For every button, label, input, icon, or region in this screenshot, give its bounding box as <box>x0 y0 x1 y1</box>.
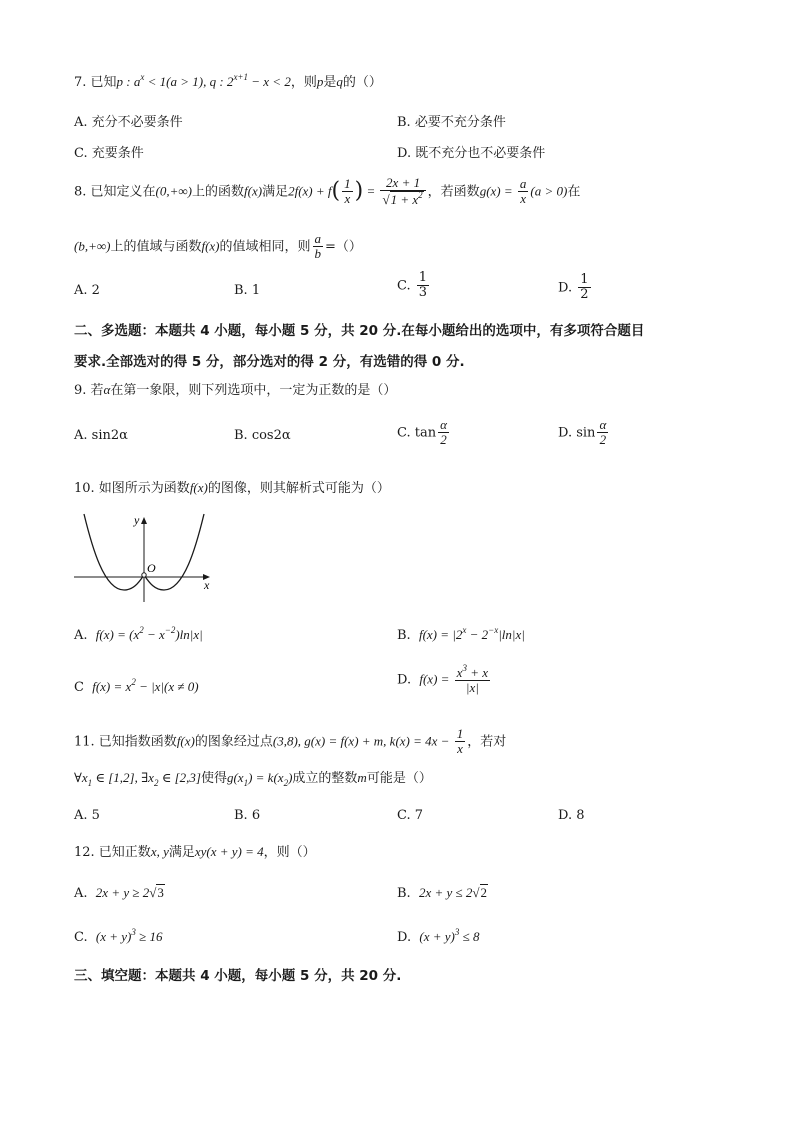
q12-option-a[interactable]: A. 2x + y ≥ 2√3 <box>74 885 164 901</box>
q8-option-c[interactable]: C. $\frac{1}{3}$ <box>397 270 428 301</box>
q10-function-graph <box>72 512 217 604</box>
q10-option-c[interactable]: C $f(x) = x^2 - |x|(x \ne 0)$ <box>74 677 199 695</box>
x-axis-label: x <box>204 578 210 592</box>
q11-stem-line2: $\forall x_1$ ∈ [1,2], $\exists x_2$ ∈ [2,3]使得$g(x_1) = k(x_2)$成立的整数m可能是（） <box>74 770 432 788</box>
q8-option-a[interactable]: A. 2 <box>74 283 100 298</box>
q9-option-d[interactable]: D. sin $\frac{\alpha}{2}$ <box>558 417 607 448</box>
y-axis-label: y <box>134 513 140 527</box>
q12-option-b[interactable]: B. 2x + y ≤ 2√2 <box>397 885 488 901</box>
q7-option-c[interactable]: C. 充要条件 <box>74 146 144 161</box>
q10-option-d[interactable]: D. f(x) = $\frac{x^3 + x}{|x|}$ <box>397 663 488 696</box>
section2-heading-line2: 要求.全部选对的得 5 分，部分选对的得 2 分，有选错的得 0 分. <box>74 354 465 370</box>
q8-stem-line1: 8. 已知定义在(0,+∞)上的函数f(x)满足2f(x) + f( $\frac{1}{x}$ ) = $\frac{2x + 1}{√1 + x^2}$ ，若函数g(x) = $\frac{a}{x}$ (a > 0)在 <box>74 175 581 208</box>
section3-heading: 三、填空题：本题共 4 小题，每小题 5 分，共 20 分. <box>74 968 402 984</box>
q9-stem: 9. 若α在第一象限，则下列选项中，一定为正数的是（） <box>74 382 397 398</box>
q11-option-b[interactable]: B. 6 <box>234 808 261 823</box>
q7-option-a[interactable]: A. 充分不必要条件 <box>74 115 183 130</box>
q7-stem: 7. 已知p : $a^x < 1(a > 1)$, q : $2^{x+1} - x < 2$，则p是q的（） <box>74 72 382 90</box>
q11-option-a[interactable]: A. 5 <box>74 808 100 823</box>
q7-option-b[interactable]: B. 必要不充分条件 <box>397 115 506 130</box>
q12-option-d[interactable]: D. $(x + y)^3 \le 8$ <box>397 927 480 945</box>
origin-label: O <box>147 561 156 575</box>
q8-rhs-fraction: $\frac{2x + 1}{√1 + x^2}$ <box>380 176 425 208</box>
q8-stem-line2: (b,+∞)上的值域与函数f(x)的值域相同，则 $\frac{a}{b}$ =（） <box>74 231 362 262</box>
hollow-point-origin <box>142 573 146 577</box>
q11-stem-line1: 11. 已知指数函数f(x)的图象经过点(3,8), g(x) = f(x) + m, k(x) = 4x − $\frac{1}{x}$ ，若对 <box>74 726 507 757</box>
q9-option-b[interactable]: B. cos2α <box>234 428 291 443</box>
q8-option-d[interactable]: D. $\frac{1}{2}$ <box>558 272 589 303</box>
y-axis-arrow-icon <box>141 517 147 524</box>
q9-option-a[interactable]: A. sin2α <box>74 428 128 443</box>
q8-option-b[interactable]: B. 1 <box>234 283 261 298</box>
q10-stem: 10. 如图所示为函数f(x)的图像，则其解析式可能为（） <box>74 480 390 496</box>
q10-option-b[interactable]: B. $f(x) = |2^x - 2^{-x}|\ln|x|$ <box>397 625 525 643</box>
q7-option-d[interactable]: D. 既不充分也不必要条件 <box>397 146 546 161</box>
q10-option-a[interactable]: A. $f(x) = (x^2 - x^{-2})\ln|x|$ <box>74 625 203 643</box>
q12-option-c[interactable]: C. $(x + y)^3 \ge 16$ <box>74 927 163 945</box>
section2-heading-line1: 二、多选题：本题共 4 小题，每小题 5 分，共 20 分.在每小题给出的选项中，有多项符合题目 <box>74 323 645 339</box>
q11-option-c[interactable]: C. 7 <box>397 808 424 823</box>
curve-right-branch <box>144 514 204 590</box>
q12-stem: 12. 已知正数x, y满足xy(x + y) = 4，则（） <box>74 844 316 860</box>
q8-inner-fraction: $\frac{1}{x}$ <box>344 176 351 207</box>
q9-option-c[interactable]: C. tan $\frac{\alpha}{2}$ <box>397 417 447 448</box>
q11-option-d[interactable]: D. 8 <box>558 808 585 823</box>
